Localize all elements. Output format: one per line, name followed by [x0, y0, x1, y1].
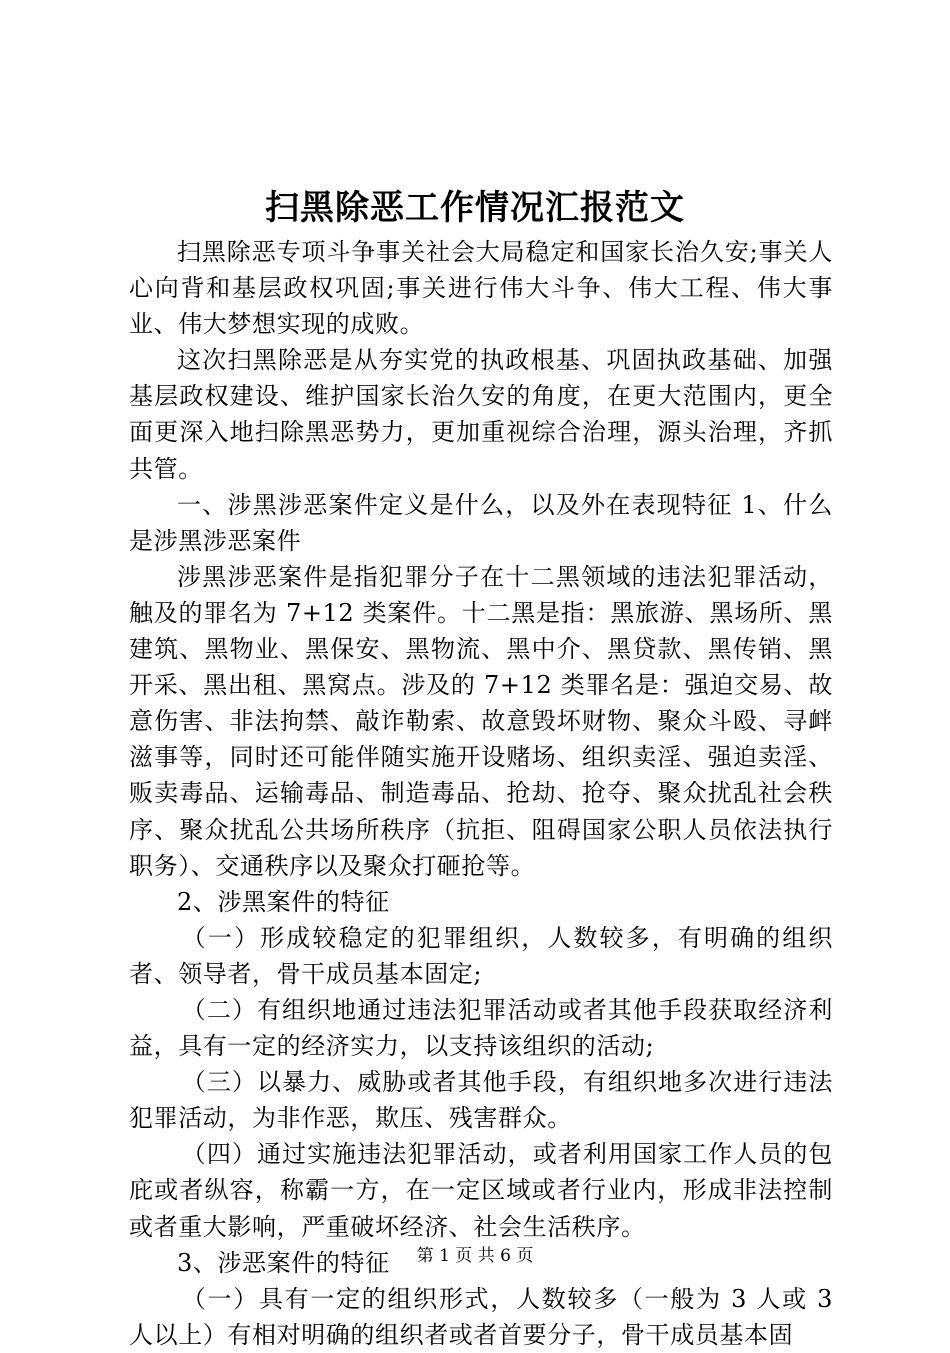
document-title: 扫黑除恶工作情况汇报范文 — [265, 188, 685, 228]
list-item-gang-feature-3: （三）以暴力、威胁或者其他手段，有组织地多次进行违法犯罪活动，为非作恶，欺压、残害群众。 — [129, 1068, 833, 1133]
section-heading-definition: 一、涉黑涉恶案件定义是什么，以及外在表现特征 1、什么是涉黑涉恶案件 — [129, 490, 833, 555]
paragraph-intro: 扫黑除恶专项斗争事关社会大局稳定和国家长治久安;事关人心向背和基层政权巩固;事关进行伟大斗争、伟大工程、伟大事业、伟大梦想实现的成败。 — [129, 238, 833, 339]
list-item-gang-feature-1: （一）形成较稳定的犯罪组织，人数较多，有明确的组织者、领导者，骨干成员基本固定; — [129, 923, 833, 988]
list-item-gang-feature-4: （四）通过实施违法犯罪活动，或者利用国家工作人员的包庇或者纵容，称霸一方，在一定区域或者行业内，形成非法控制或者重大影响，严重破坏经济、社会生活秩序。 — [129, 1140, 833, 1241]
paragraph-scope: 这次扫黑除恶是从夯实党的执政根基、巩固执政基础、加强基层政权建设、维护国家长治久安的角度，在更大范围内，更全面更深入地扫除黑恶势力，更加重视综合治理，源头治理，齐抓共管。 — [129, 346, 833, 483]
list-item-evil-feature-1: （一）具有一定的组织形式，人数较多（一般为 3 人或 3 人以上）有相对明确的组织者或者首要分子，骨干成员基本固 — [129, 1284, 833, 1349]
page-number-footer: 第 1 页 共 6 页 — [416, 1246, 534, 1266]
section-heading-gang-features: 2、涉黑案件的特征 — [177, 887, 390, 916]
section-heading-evil-features: 3、涉恶案件的特征 — [177, 1248, 390, 1277]
document-body — [129, 234, 833, 1353]
list-item-gang-feature-2: （二）有组织地通过违法犯罪活动或者其他手段获取经济利益，具有一定的经济实力，以支持该组织的活动; — [129, 995, 833, 1061]
paragraph-definition: 涉黑涉恶案件是指犯罪分子在十二黑领域的违法犯罪活动，触及的罪名为 7+12 类案件。十二黑是指：黑旅游、黑场所、黑建筑、黑物业、黑保安、黑物流、黑中介、黑贷款、黑传销、黑开采、黑出租、黑窝点。涉及的 7+12 类罪名是：强迫交易、故意伤害、非法拘禁、敲诈勒索、故意毁坏财物、聚众斗殴、寻衅滋事等，同时还可能伴随实施开设赌场、组织卖淫、强迫卖淫、贩卖毒品、运输毒品、制造毒品、抢劫、抢夺、聚众扰乱社会秩序、聚众扰乱公共场所秩序（抗拒、阻碍国家公职人员依法执行职务）、交通秩序以及聚众打砸抢等。 — [129, 562, 833, 880]
